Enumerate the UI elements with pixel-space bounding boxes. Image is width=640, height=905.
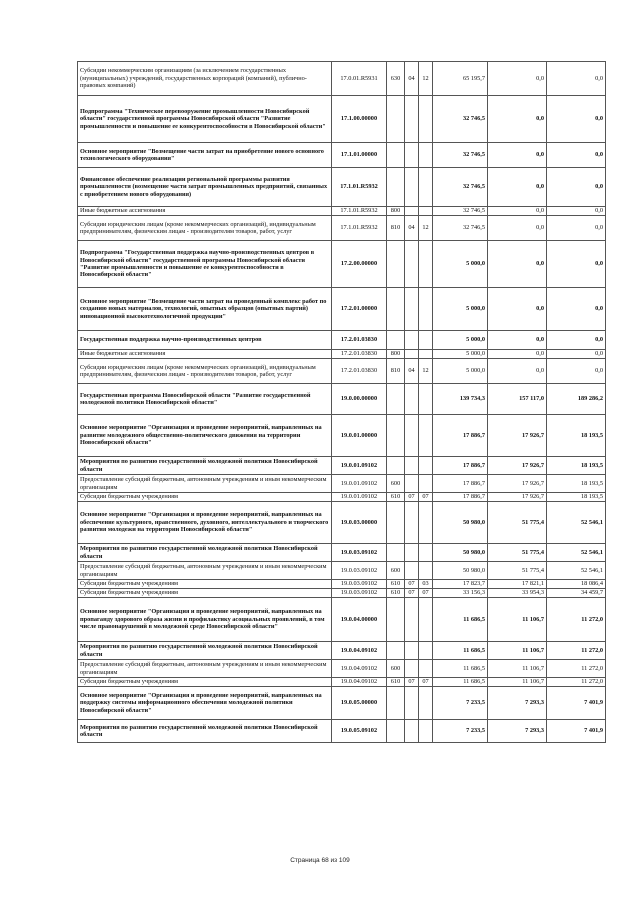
cell-code: 17.1.01.R5932 bbox=[332, 216, 387, 241]
cell-amount-year-2: 0,0 bbox=[488, 288, 547, 331]
cell-section: 04 bbox=[405, 216, 419, 241]
cell-amount-year-1: 65 195,7 bbox=[433, 62, 488, 96]
cell-subsection bbox=[419, 168, 433, 207]
cell-amount-year-2: 0,0 bbox=[488, 216, 547, 241]
cell-amount-year-2: 17 926,7 bbox=[488, 415, 547, 457]
cell-name: Основное мероприятие "Организация и проведение мероприятий, направленных на поддержку системы информационного обеспечения молодежной политики Новосибирской области" bbox=[78, 687, 332, 720]
cell-section: 07 bbox=[405, 580, 419, 589]
cell-subsection bbox=[419, 720, 433, 743]
cell-amount-year-3: 34 459,7 bbox=[547, 589, 606, 598]
table-row bbox=[78, 642, 606, 660]
cell-section bbox=[405, 475, 419, 493]
cell-name: Основное мероприятие "Возмещение части затрат на приобретение нового основного технологического оборудования" bbox=[78, 143, 332, 168]
cell-section bbox=[405, 457, 419, 475]
cell-subsection bbox=[419, 331, 433, 350]
cell-subsection: 12 bbox=[419, 62, 433, 96]
cell-name: Иные бюджетные ассигнования bbox=[78, 207, 332, 216]
cell-code: 19.0.03.09102 bbox=[332, 562, 387, 580]
table-row bbox=[78, 62, 606, 96]
cell-name: Мероприятия по развитию государственной молодежной политики Новосибирской области bbox=[78, 642, 332, 660]
cell-subsection: 03 bbox=[419, 580, 433, 589]
cell-name: Государственная поддержка научно-производственных центров bbox=[78, 331, 332, 350]
cell-amount-year-1: 5 000,0 bbox=[433, 241, 488, 288]
cell-section bbox=[405, 143, 419, 168]
cell-subsection: 07 bbox=[419, 589, 433, 598]
cell-subsection bbox=[419, 544, 433, 562]
cell-amount-year-1: 139 734,3 bbox=[433, 384, 488, 415]
cell-section bbox=[405, 207, 419, 216]
cell-code: 19.0.05.00000 bbox=[332, 687, 387, 720]
cell-section bbox=[405, 415, 419, 457]
cell-amount-year-1: 50 980,0 bbox=[433, 562, 488, 580]
cell-expense-type bbox=[387, 720, 405, 743]
cell-expense-type: 810 bbox=[387, 216, 405, 241]
table-row bbox=[78, 660, 606, 678]
cell-amount-year-3: 18 086,4 bbox=[547, 580, 606, 589]
cell-amount-year-3: 0,0 bbox=[547, 288, 606, 331]
cell-expense-type bbox=[387, 502, 405, 544]
cell-name: Основное мероприятие "Организация и проведение мероприятий, направленных на развитие молодежного общественно-политического движения на территории Новосибирской области" bbox=[78, 415, 332, 457]
cell-amount-year-2: 11 106,7 bbox=[488, 678, 547, 687]
table-row bbox=[78, 678, 606, 687]
cell-subsection: 07 bbox=[419, 678, 433, 687]
cell-expense-type: 600 bbox=[387, 475, 405, 493]
cell-amount-year-3: 7 401,9 bbox=[547, 720, 606, 743]
cell-expense-type: 610 bbox=[387, 589, 405, 598]
cell-amount-year-2: 33 954,3 bbox=[488, 589, 547, 598]
cell-amount-year-3: 0,0 bbox=[547, 62, 606, 96]
cell-expense-type: 810 bbox=[387, 359, 405, 384]
cell-expense-type: 600 bbox=[387, 562, 405, 580]
table-row bbox=[78, 350, 606, 359]
cell-subsection bbox=[419, 562, 433, 580]
cell-section bbox=[405, 241, 419, 288]
cell-name: Субсидии бюджетным учреждениям bbox=[78, 493, 332, 502]
cell-subsection bbox=[419, 475, 433, 493]
cell-name: Предоставление субсидий бюджетным, автономным учреждениям и иным некоммерческим организациям bbox=[78, 475, 332, 493]
cell-expense-type: 600 bbox=[387, 660, 405, 678]
cell-expense-type bbox=[387, 415, 405, 457]
cell-expense-type: 610 bbox=[387, 678, 405, 687]
cell-amount-year-1: 5 000,0 bbox=[433, 331, 488, 350]
cell-name: Субсидии бюджетным учреждениям bbox=[78, 589, 332, 598]
cell-amount-year-1: 11 686,5 bbox=[433, 598, 488, 642]
cell-amount-year-2: 7 293,3 bbox=[488, 687, 547, 720]
cell-amount-year-2: 17 926,7 bbox=[488, 457, 547, 475]
cell-code: 19.0.01.09102 bbox=[332, 493, 387, 502]
cell-name: Субсидии юридическим лицам (кроме некоммерческих организаций), индивидуальным предпринимателям, физическим лицам - производителям товаров, работ, услуг bbox=[78, 216, 332, 241]
cell-code: 19.0.04.09102 bbox=[332, 642, 387, 660]
cell-amount-year-2: 51 775,4 bbox=[488, 502, 547, 544]
cell-name: Субсидии бюджетным учреждениям bbox=[78, 678, 332, 687]
table-row bbox=[78, 589, 606, 598]
cell-amount-year-2: 0,0 bbox=[488, 359, 547, 384]
cell-amount-year-1: 11 686,5 bbox=[433, 642, 488, 660]
cell-expense-type bbox=[387, 241, 405, 288]
budget-table bbox=[77, 61, 606, 743]
cell-amount-year-1: 5 000,0 bbox=[433, 350, 488, 359]
cell-code: 19.0.01.00000 bbox=[332, 415, 387, 457]
cell-code: 19.0.04.00000 bbox=[332, 598, 387, 642]
cell-section bbox=[405, 168, 419, 207]
cell-amount-year-3: 189 286,2 bbox=[547, 384, 606, 415]
cell-code: 17.0.01.R5931 bbox=[332, 62, 387, 96]
cell-amount-year-3: 7 401,9 bbox=[547, 687, 606, 720]
table-row bbox=[78, 562, 606, 580]
cell-amount-year-2: 0,0 bbox=[488, 96, 547, 143]
cell-amount-year-1: 50 980,0 bbox=[433, 544, 488, 562]
cell-amount-year-2: 17 821,1 bbox=[488, 580, 547, 589]
cell-code: 17.2.00.00000 bbox=[332, 241, 387, 288]
cell-subsection: 12 bbox=[419, 359, 433, 384]
cell-amount-year-2: 0,0 bbox=[488, 207, 547, 216]
cell-amount-year-2: 0,0 bbox=[488, 143, 547, 168]
cell-code: 19.0.04.09102 bbox=[332, 678, 387, 687]
cell-subsection bbox=[419, 241, 433, 288]
cell-code: 19.0.04.09102 bbox=[332, 660, 387, 678]
table-row bbox=[78, 384, 606, 415]
cell-name: Государственная программа Новосибирской области "Развитие государственной молодежной политики Новосибирской области" bbox=[78, 384, 332, 415]
cell-amount-year-1: 32 746,5 bbox=[433, 216, 488, 241]
cell-subsection bbox=[419, 96, 433, 143]
cell-amount-year-3: 0,0 bbox=[547, 359, 606, 384]
cell-amount-year-1: 17 886,7 bbox=[433, 457, 488, 475]
cell-code: 17.1.01.R5932 bbox=[332, 207, 387, 216]
cell-subsection bbox=[419, 143, 433, 168]
cell-amount-year-1: 50 980,0 bbox=[433, 502, 488, 544]
cell-section bbox=[405, 598, 419, 642]
cell-expense-type bbox=[387, 687, 405, 720]
cell-name: Предоставление субсидий бюджетным, автономным учреждениям и иным некоммерческим организациям bbox=[78, 660, 332, 678]
cell-section bbox=[405, 562, 419, 580]
cell-name: Мероприятия по развитию государственной молодежной политики Новосибирской области bbox=[78, 720, 332, 743]
cell-amount-year-1: 32 746,5 bbox=[433, 207, 488, 216]
cell-subsection: 07 bbox=[419, 493, 433, 502]
cell-amount-year-1: 33 156,3 bbox=[433, 589, 488, 598]
table-row bbox=[78, 475, 606, 493]
cell-section: 04 bbox=[405, 62, 419, 96]
cell-subsection bbox=[419, 457, 433, 475]
cell-section: 07 bbox=[405, 493, 419, 502]
cell-code: 19.0.01.09102 bbox=[332, 475, 387, 493]
cell-expense-type bbox=[387, 331, 405, 350]
cell-amount-year-3: 11 272,0 bbox=[547, 678, 606, 687]
cell-section bbox=[405, 384, 419, 415]
table-row bbox=[78, 359, 606, 384]
table-row bbox=[78, 241, 606, 288]
cell-amount-year-2: 51 775,4 bbox=[488, 544, 547, 562]
cell-amount-year-1: 32 746,5 bbox=[433, 96, 488, 143]
cell-section bbox=[405, 288, 419, 331]
cell-code: 17.1.01.00000 bbox=[332, 143, 387, 168]
cell-code: 19.0.03.00000 bbox=[332, 502, 387, 544]
cell-code: 17.2.01.00000 bbox=[332, 288, 387, 331]
cell-name: Подпрограмма "Государственная поддержка научно-производственных центров в Новосибирской области" государственной программы Новосибирской области "Развитие промышленности и повышение ее конкурентоспособности в Новосибирской области" bbox=[78, 241, 332, 288]
cell-amount-year-3: 18 193,5 bbox=[547, 493, 606, 502]
cell-amount-year-3: 52 546,1 bbox=[547, 502, 606, 544]
table-row bbox=[78, 580, 606, 589]
cell-expense-type: 630 bbox=[387, 62, 405, 96]
page-number: Страница 68 из 109 bbox=[290, 857, 350, 864]
cell-amount-year-2: 7 293,3 bbox=[488, 720, 547, 743]
cell-expense-type bbox=[387, 96, 405, 143]
cell-subsection bbox=[419, 415, 433, 457]
cell-code: 19.0.03.09102 bbox=[332, 544, 387, 562]
cell-section bbox=[405, 331, 419, 350]
cell-amount-year-2: 11 106,7 bbox=[488, 660, 547, 678]
cell-amount-year-3: 0,0 bbox=[547, 143, 606, 168]
cell-expense-type bbox=[387, 143, 405, 168]
cell-amount-year-3: 11 272,0 bbox=[547, 598, 606, 642]
cell-amount-year-3: 18 193,5 bbox=[547, 457, 606, 475]
cell-expense-type bbox=[387, 642, 405, 660]
cell-amount-year-2: 17 926,7 bbox=[488, 475, 547, 493]
cell-subsection bbox=[419, 642, 433, 660]
cell-amount-year-2: 157 117,0 bbox=[488, 384, 547, 415]
cell-name: Субсидии бюджетным учреждениям bbox=[78, 580, 332, 589]
cell-amount-year-3: 0,0 bbox=[547, 216, 606, 241]
table-row bbox=[78, 598, 606, 642]
table-body bbox=[78, 62, 606, 743]
cell-amount-year-1: 11 686,5 bbox=[433, 660, 488, 678]
cell-amount-year-2: 17 926,7 bbox=[488, 493, 547, 502]
cell-name: Мероприятия по развитию государственной молодежной политики Новосибирской области bbox=[78, 544, 332, 562]
cell-code: 17.1.01.R5932 bbox=[332, 168, 387, 207]
cell-amount-year-2: 11 106,7 bbox=[488, 598, 547, 642]
cell-amount-year-3: 11 272,0 bbox=[547, 642, 606, 660]
cell-amount-year-2: 0,0 bbox=[488, 331, 547, 350]
cell-expense-type: 800 bbox=[387, 350, 405, 359]
cell-name: Основное мероприятие "Организация и проведение мероприятий, направленных на обеспечение культурного, нравственного, духовного, интеллектуального и творческого развития молодежи на территории Новосибирской области" bbox=[78, 502, 332, 544]
cell-name: Субсидии некоммерческим организациям (за исключением государственных (муниципальных) учреждений, государственных корпораций (компаний), публично-правовых компаний) bbox=[78, 62, 332, 96]
cell-amount-year-2: 0,0 bbox=[488, 62, 547, 96]
cell-name: Подпрограмма "Техническое перевооружение промышленности Новосибирской области" государственной программы Новосибирской области "Развитие промышленности и повышение ее конкурентоспособности в Новосибирской области" bbox=[78, 96, 332, 143]
cell-name: Основное мероприятие "Возмещение части затрат на проведенный комплекс работ по созданию новых материалов, технологий, опытных образцов (опытных партий) инновационной высокотехнологичной продукции" bbox=[78, 288, 332, 331]
cell-expense-type: 610 bbox=[387, 493, 405, 502]
cell-code: 19.0.00.00000 bbox=[332, 384, 387, 415]
cell-subsection bbox=[419, 350, 433, 359]
cell-name: Иные бюджетные ассигнования bbox=[78, 350, 332, 359]
cell-amount-year-1: 17 886,7 bbox=[433, 415, 488, 457]
cell-amount-year-3: 0,0 bbox=[547, 241, 606, 288]
cell-section bbox=[405, 642, 419, 660]
cell-amount-year-1: 17 886,7 bbox=[433, 475, 488, 493]
cell-amount-year-1: 5 000,0 bbox=[433, 288, 488, 331]
cell-subsection bbox=[419, 384, 433, 415]
cell-code: 17.1.00.00000 bbox=[332, 96, 387, 143]
cell-expense-type bbox=[387, 384, 405, 415]
cell-amount-year-2: 0,0 bbox=[488, 168, 547, 207]
cell-amount-year-1: 7 233,5 bbox=[433, 720, 488, 743]
cell-expense-type bbox=[387, 544, 405, 562]
cell-section bbox=[405, 96, 419, 143]
cell-amount-year-3: 18 193,5 bbox=[547, 415, 606, 457]
table-row bbox=[78, 96, 606, 143]
cell-amount-year-1: 11 686,5 bbox=[433, 678, 488, 687]
cell-code: 17.2.01.03830 bbox=[332, 350, 387, 359]
cell-amount-year-1: 17 886,7 bbox=[433, 493, 488, 502]
cell-amount-year-2: 0,0 bbox=[488, 241, 547, 288]
cell-section: 07 bbox=[405, 589, 419, 598]
cell-code: 19.0.03.09102 bbox=[332, 580, 387, 589]
table-row bbox=[78, 288, 606, 331]
cell-amount-year-1: 32 746,5 bbox=[433, 168, 488, 207]
cell-amount-year-3: 52 546,1 bbox=[547, 562, 606, 580]
table-row bbox=[78, 415, 606, 457]
table-row bbox=[78, 502, 606, 544]
cell-name: Финансовое обеспечение реализации региональной программы развития промышленности (возмещение части затрат промышленных предприятий, связанных с приобретением нового оборудования) bbox=[78, 168, 332, 207]
cell-amount-year-3: 0,0 bbox=[547, 350, 606, 359]
cell-name: Мероприятия по развитию государственной молодежной политики Новосибирской области bbox=[78, 457, 332, 475]
cell-amount-year-3: 0,0 bbox=[547, 96, 606, 143]
cell-section bbox=[405, 660, 419, 678]
cell-subsection bbox=[419, 288, 433, 331]
cell-amount-year-1: 7 233,5 bbox=[433, 687, 488, 720]
table-row bbox=[78, 493, 606, 502]
cell-section bbox=[405, 350, 419, 359]
cell-amount-year-1: 17 823,7 bbox=[433, 580, 488, 589]
cell-section: 07 bbox=[405, 678, 419, 687]
cell-amount-year-2: 11 106,7 bbox=[488, 642, 547, 660]
table-row bbox=[78, 331, 606, 350]
table-row bbox=[78, 207, 606, 216]
cell-name: Основное мероприятие "Организация и проведение мероприятий, направленных на пропаганду здорового образа жизни и профилактику асоциальных проявлений, в том числе правонарушений в молодежной среде Новосибирской области" bbox=[78, 598, 332, 642]
cell-expense-type: 610 bbox=[387, 580, 405, 589]
cell-amount-year-3: 0,0 bbox=[547, 331, 606, 350]
cell-code: 19.0.01.09102 bbox=[332, 457, 387, 475]
cell-section bbox=[405, 502, 419, 544]
table-row bbox=[78, 720, 606, 743]
cell-amount-year-1: 32 746,5 bbox=[433, 143, 488, 168]
cell-code: 17.2.01.03830 bbox=[332, 359, 387, 384]
cell-code: 19.0.03.09102 bbox=[332, 589, 387, 598]
table-row bbox=[78, 216, 606, 241]
cell-expense-type bbox=[387, 457, 405, 475]
cell-name: Субсидии юридическим лицам (кроме некоммерческих организаций), индивидуальным предпринимателям, физическим лицам - производителям товаров, работ, услуг bbox=[78, 359, 332, 384]
cell-section bbox=[405, 720, 419, 743]
cell-amount-year-3: 0,0 bbox=[547, 168, 606, 207]
table-row bbox=[78, 544, 606, 562]
table-row bbox=[78, 457, 606, 475]
cell-subsection bbox=[419, 687, 433, 720]
cell-section bbox=[405, 687, 419, 720]
cell-code: 19.0.05.09102 bbox=[332, 720, 387, 743]
cell-expense-type: 800 bbox=[387, 207, 405, 216]
cell-amount-year-1: 5 000,0 bbox=[433, 359, 488, 384]
cell-subsection bbox=[419, 502, 433, 544]
table-row bbox=[78, 143, 606, 168]
cell-subsection: 12 bbox=[419, 216, 433, 241]
cell-code: 17.2.01.03830 bbox=[332, 331, 387, 350]
cell-subsection bbox=[419, 660, 433, 678]
cell-amount-year-3: 11 272,0 bbox=[547, 660, 606, 678]
table-row bbox=[78, 168, 606, 207]
cell-subsection bbox=[419, 598, 433, 642]
cell-subsection bbox=[419, 207, 433, 216]
cell-name: Предоставление субсидий бюджетным, автономным учреждениям и иным некоммерческим организациям bbox=[78, 562, 332, 580]
table-row bbox=[78, 687, 606, 720]
cell-section: 04 bbox=[405, 359, 419, 384]
cell-section bbox=[405, 544, 419, 562]
cell-amount-year-3: 0,0 bbox=[547, 207, 606, 216]
cell-amount-year-3: 52 546,1 bbox=[547, 544, 606, 562]
cell-expense-type bbox=[387, 288, 405, 331]
cell-amount-year-3: 18 193,5 bbox=[547, 475, 606, 493]
cell-expense-type bbox=[387, 168, 405, 207]
cell-expense-type bbox=[387, 598, 405, 642]
cell-amount-year-2: 0,0 bbox=[488, 350, 547, 359]
cell-amount-year-2: 51 775,4 bbox=[488, 562, 547, 580]
